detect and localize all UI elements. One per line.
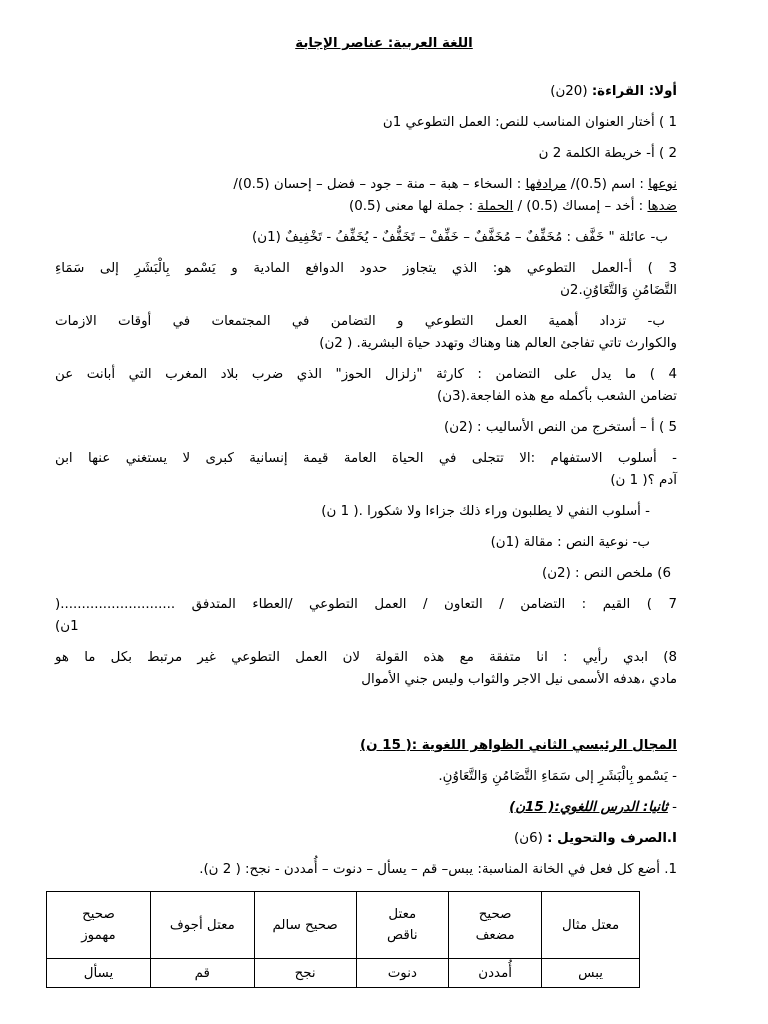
question-5-negation: - أسلوب النفي لا يطلبون وراء ذلك جزاءا ولا شكورا .( 1 ن) [321,504,650,519]
sentence-label: الحملة [477,199,514,214]
value-cell-hamzated: يسأل [47,959,151,988]
reading-heading [55,81,677,103]
table-header-row [47,892,640,959]
header-cell-sound: صحيح سالم [254,892,356,959]
morphology-heading-label: I.الصرف والتحويل : [547,831,677,846]
value-cell-hollow: قم [150,959,254,988]
question-7-line-2: 1ن) [55,619,79,634]
question-3b-line-1: ب- تزداد أهمية العمل التطوعي و التضامن في المجتمعات في أوقات الازمات [55,314,665,329]
analysis-sentence: - يَسْمو بِالْبَشَرِ إلى سَمَاءِ التَّضَامُنِ وَالتَّعَاوُنِ. [438,769,677,784]
value-cell-sound: نجح [254,959,356,988]
header-cell-hamzated: صحيح مهموز [47,892,151,959]
word-family-line: ب- عائلة " خَفَّف : مُخَفِّفٌ – مُخَفَّفٌ – خَفِّفْ – تَخَفُّفٌ - يُخَفِّفُ - تَخْفِيفٌ (1ن) [252,230,668,245]
header-cell-defective: معتل ناقص [356,892,448,959]
reading-heading-points: (20ن) [550,84,592,99]
morphology-heading [55,828,677,850]
linguistic-lesson-heading [55,797,677,819]
question-3a-line-1: 3 ) أ-العمل التطوعي هو: الذي يتجاوز حدود الدوافع المادية و يَسْمو بِالْبَشَرِ إلى سَمَاءِ [55,261,677,276]
question-5: 5 ) أ – أستخرج من النص الأساليب : (2ن) [443,420,677,435]
antonyms-label: ضدها [647,199,677,214]
word-map-line-2 [55,196,677,218]
value-cell-doubled: أُمددن [449,959,542,988]
question-3a-line-2: التَّضَامُنِ وَالتَّعَاوُنِ.2ن [560,283,677,298]
question-5-interrogative-line-2: آدم ؟( 1 ن) [610,473,677,488]
header-cell-hollow: معتل أجوف [150,892,254,959]
verb-classification-task: 1. أضع كل فعل في الخانة المناسبة: يبس– قم – يسأل – دنوت – أُمددن - نجح: ( 2 ن). [199,862,677,877]
question-6-summary: 6) ملخص النص : (2ن) [541,566,671,581]
value-cell-assimilated: يبس [542,959,640,988]
value-cell-defective: دنوت [356,959,448,988]
reading-heading-label: أولا: القراءة: [591,84,677,99]
word-type-value: : اسم (0.5)/ [566,177,649,192]
question-7-line-1: 7 ) القيم : التضامن / التعاون / العمل التطوعي /العطاء المتدفق ...........................( [55,597,677,612]
verb-classification-table [46,891,640,988]
question-8-line-1: 8) ابدي رأيي : انا متفقة مع هذه القولة لان العمل التطوعي غير مرتبط بكل ما هو [55,650,677,665]
question-5-interrogative-line-1: - أسلوب الاستفهام :الا تتجلى في الحياة العامة قيمة إنسانية كبرى لا يستغني عنها ابن [55,451,677,466]
question-2: 2 ) أ- خريطة الكلمة 2 ن [538,146,677,161]
synonyms-value: : السخاء – هبة – منة – جود – فضل – إحسان (0.5)/ [233,177,526,192]
header-cell-doubled: صحيح مضعف [449,892,542,959]
question-4-line-1: 4 ) ما يدل على التضامن : كارثة "زلزال الحوز" الذي ضرب بلاد المغرب التي أبانت عن [55,367,677,382]
question-1: 1 ) أختار العنوان المناسب للنص: العمل التطوعي 1ن [382,115,677,130]
question-3b-line-2: والكوارث تاتي تفاجئ العالم هنا وهناك وتهدد حياة البشرية. ( 2ن) [319,336,677,351]
antonyms-value: : أخد – إمساك (0.5) / [513,199,648,214]
word-map-line-1 [55,174,677,196]
morphology-heading-points: (6ن) [514,831,548,846]
linguistic-lesson-prefix: - [667,800,677,815]
linguistic-lesson-title: ثانيا: الدرس اللغوي:( 15ن) [509,800,668,815]
document-title: اللغة العربية: عناصر الإجابة [295,36,473,51]
table-row [47,959,640,988]
question-5b-text-type: ب- نوعية النص : مقالة (1ن) [490,535,650,550]
word-type-label: نوعها [648,177,677,192]
synonyms-label: مرادفها [525,177,567,192]
question-8-line-2: مادي ،هدفه الأسمى نيل الاجر والثواب وليس جني الأموال [361,672,677,687]
language-section-heading: المجال الرئيسي الثاني الظواهر اللغوية :( 15 ن) [360,738,677,753]
header-cell-assimilated: معتل مثال [542,892,640,959]
sentence-value: : جملة لها معنى (0.5) [349,199,478,214]
question-4-line-2: تضامن الشعب بأكمله مع هذه الفاجعة.(3ن) [436,389,677,404]
